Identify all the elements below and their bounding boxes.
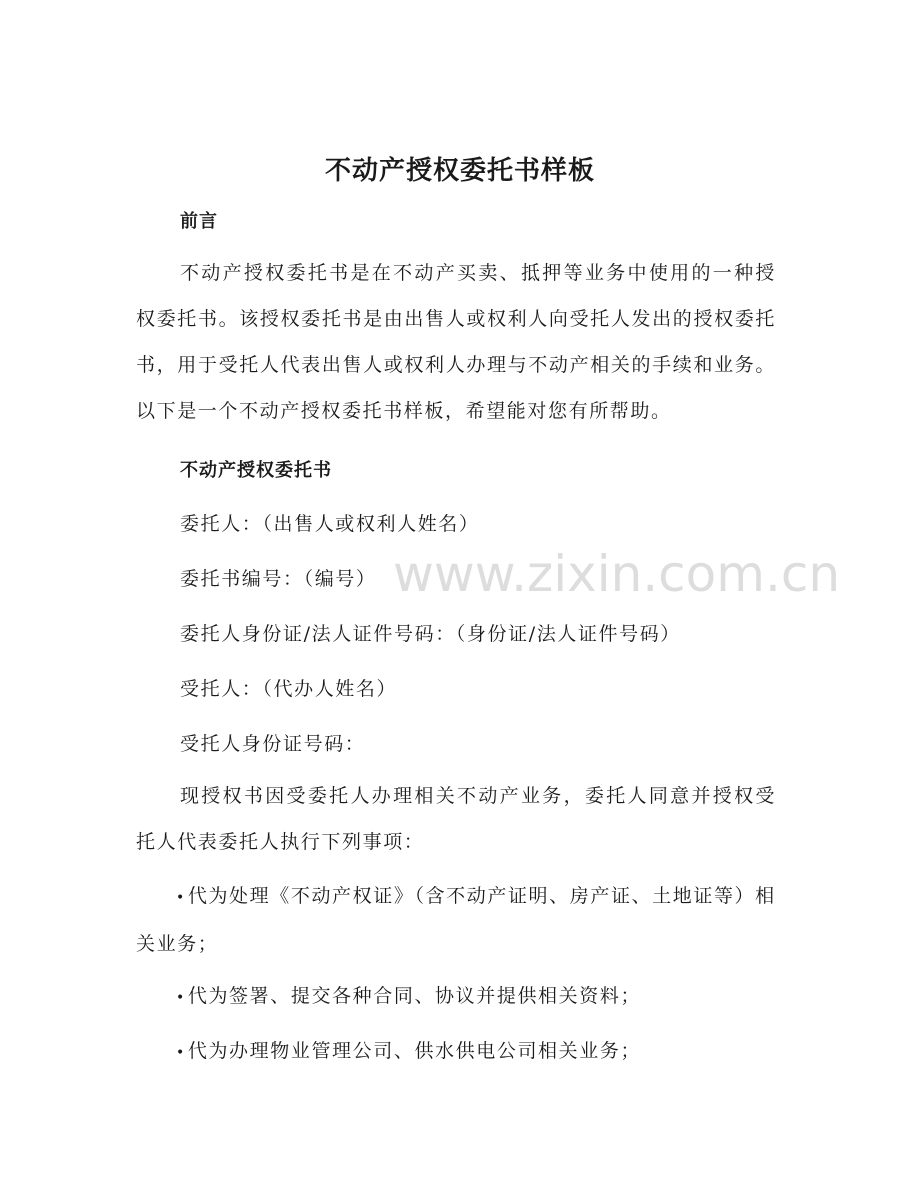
- principal-field: 委托人：（出售人或权利人姓名）: [180, 513, 480, 535]
- list-item-text: 代为签署、提交各种合同、协议并提供相关资料；: [187, 985, 642, 1007]
- doc-number-field: 委托书编号：（编号）: [180, 568, 377, 590]
- bullet-icon: •: [176, 990, 186, 1006]
- list-item-text: 代为处理《不动产权证》（含不动产证明、房产证、土地证等）相关业务；: [136, 885, 776, 955]
- authorization-paragraph: 现授权书因受委托人办理相关不动产业务，委托人同意并授权受托人代表委托人执行下列事项：: [136, 785, 776, 853]
- preface-heading: 前言: [180, 211, 218, 232]
- list-item: [136, 873, 776, 967]
- section-heading: 不动产授权委托书: [180, 460, 332, 481]
- bullet-icon: •: [176, 1045, 186, 1061]
- list-item-text: 代为办理物业管理公司、供水供电公司相关业务；: [187, 1040, 642, 1062]
- document-title: 不动产授权委托书样板: [324, 156, 595, 186]
- agent-id-field: 受托人身份证号码：: [180, 733, 366, 755]
- principal-id-field: 委托人身份证/法人证件号码：（身份证/法人证件号码）: [180, 623, 681, 645]
- agent-field: 受托人：（代办人姓名）: [180, 678, 398, 700]
- list-item: [136, 1028, 776, 1076]
- list-item: [136, 973, 776, 1021]
- watermark: www.zixin.com.cn: [393, 545, 841, 603]
- preface-paragraph: 不动产授权委托书是在不动产买卖、抵押等业务中使用的一种授权委托书。该授权委托书是由出售人或权利人向受托人发出的授权委托书，用于受托人代表出售人或权利人办理与不动产相关的手续和业务。以下是一个不动产授权委托书样板，希望能对您有所帮助。: [136, 262, 776, 422]
- bullet-icon: •: [176, 890, 186, 906]
